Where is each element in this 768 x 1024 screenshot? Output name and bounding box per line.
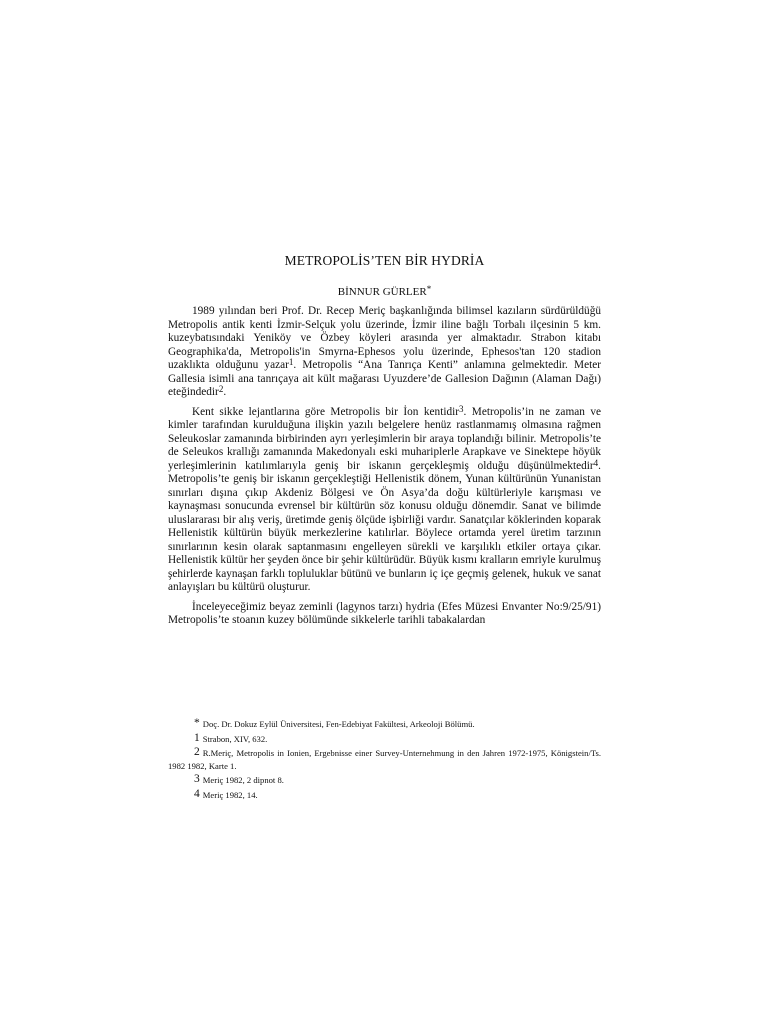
- footnote-item: [168, 746, 601, 772]
- paragraph-1: [168, 305, 601, 400]
- author-name: BİNNUR GÜRLER: [337, 286, 427, 298]
- paragraph-text: . Metropolis “Ana Tanrıça Kenti” anlamına gelmektedir. Meter Gallesia isimli ana tanrıçaya ait kült mağarası Uyuzdere’de Gallesion Dağının (Alaman Dağı) eteğindedir: [168, 359, 601, 398]
- footnote-mark: 2: [194, 746, 200, 759]
- footnote-text: Meriç 1982, 14.: [202, 789, 258, 800]
- footnote-ref: 2: [218, 384, 224, 394]
- footnote-item: [168, 788, 601, 802]
- paragraph-text: Kent sikke lejantlarına göre Metropolis bir İon kentidir: [192, 405, 460, 418]
- paragraph-text: İnceleyeceğimiz beyaz zeminli (lagynos tarzı) hydria (Efes Müzesi Envanter No:9/25/91) Metropolis’te stoanın kuzey bölümünde sikkelerle tarihli tabakalardan: [168, 600, 601, 626]
- footnote-mark: 1: [194, 731, 200, 744]
- document-page: [168, 0, 601, 1024]
- article-title: METROPOLİS’TEN BİR HYDRİA: [284, 253, 485, 268]
- footnote-ref: 3: [459, 403, 464, 414]
- article-body: [168, 305, 601, 634]
- paragraph-text: .: [223, 386, 227, 398]
- footnote-text: Doç. Dr. Dokuz Eylül Üniversitesi, Fen-Edebiyat Fakültesi, Arkeoloji Bölümü.: [202, 719, 475, 729]
- paragraph-text: . Metropolis’in ne zaman ve kimler tarafından kurulduğuna ilişkin yazılı belgelere henüz rastlanmamış olmasına rağmen Seleukoslar zamanında birbirinden ayrı yerleşimlerin bir araya toplandığı bilinir. Metropolis’te de Seleukos krallığı zamanında Makedonyalı eski muhariplerle Arapkave ve Sinektepe höyük yerleşimlerinin katılımlarıyla geniş bir iskanın gerçekleşmiş olduğu düşünülmektedir: [168, 405, 601, 472]
- footnotes: [168, 717, 601, 803]
- footnote-mark: 4: [194, 787, 200, 800]
- footnote-text: Strabon, XIV, 632.: [202, 733, 268, 744]
- paragraph-text: . Metropolis’te geniş bir iskanın gerçekleştiği Hellenistik dönem, Yunan kültürünün Yunanistan sınırları dışına çıkıp Akdeniz Bölgesi ve Ön Asya’da doğu kültürleriyle karışması ve kaynaşması sonucunda evrensel bir kültürün söz konusu olduğu dönemdir. Sanat ve bilimde uluslararası bir alış veriş, üretimde geniş ölçüde işbirliği vardır. Sanatçılar köklerinden koparak Hellenistik kültürün büyük merkezlerine katılırlar. Böylece ortamda yerel üretim tarzının sınırlarının kesin olarak saptanmasını engelleyen sürekli ve karşılıklı etkiler ortaya çıkar. Hellenistik kültür her şeyden önce bir şehir kültürüdür. Büyük kısmı kralların emriyle kurulmuş şehirlerde kaynaşan farklı topluluklar bütünü ve bunların iç içe geçmiş gelenek, hukuk ve sanat anlayışları bu kültürü oluşturur.: [168, 459, 601, 593]
- author-line: [168, 286, 601, 298]
- paragraph-3: [168, 601, 601, 628]
- footnote-ref: 4: [593, 457, 599, 468]
- paragraph-2: [168, 403, 601, 595]
- paragraph-text: 1989 yılından beri Prof. Dr. Recep Meriç başkanlığında bilimsel kazıların sürdürüldüğü Metropolis antik kenti İzmir-Selçuk yolu üzerinde, İzmir iline bağlı Torbalı ilçesinin 5 km. kuzeybatısındaki Yeniköy ve Özbey köyleri arasında yer almaktadır. Strabon kitabı Geographika'da, Metropolis'in Smyrna-Ephesos yolu üzerinde, Ephesos'tan 120 stadion uzaklıkta olduğunu yazar: [168, 305, 601, 371]
- footnote-ref: 1: [288, 357, 294, 367]
- footnote-item: [168, 717, 601, 731]
- author-footnote-mark: *: [426, 284, 432, 294]
- footnote-item: [168, 732, 601, 746]
- footnote-mark: 3: [194, 773, 200, 786]
- footnote-mark: *: [194, 717, 200, 729]
- footnote-item: [168, 773, 601, 787]
- footnote-text: R.Meriç, Metropolis in Ionien, Ergebnisse einer Survey-Unternehmung in den Jahren 1972-1975, Königstein/Ts. 1982 1982, Karte 1.: [168, 748, 601, 771]
- footnote-text: Meriç 1982, 2 dipnot 8.: [202, 775, 284, 786]
